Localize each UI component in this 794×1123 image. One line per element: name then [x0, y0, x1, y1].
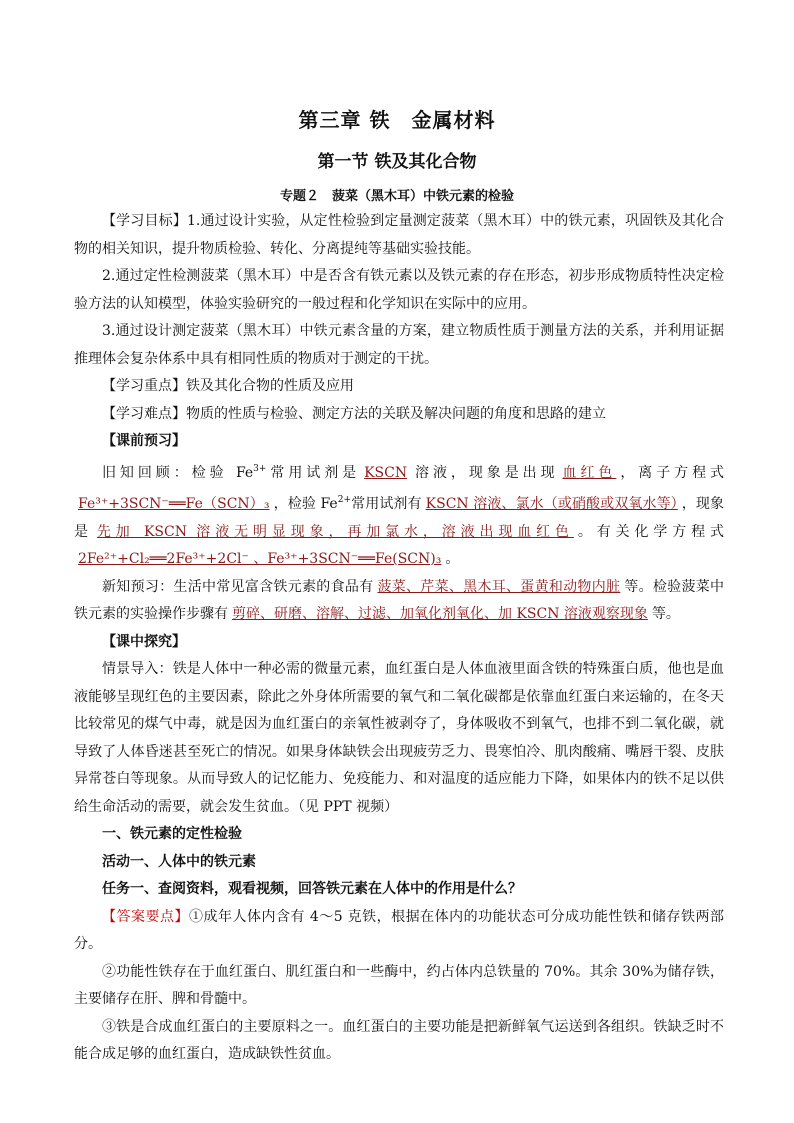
- part-heading: 一、铁元素的定性检验: [102, 826, 242, 842]
- answer-blank: Fe³⁺+3SCN⁻══Fe（SCN）₃: [78, 496, 270, 512]
- answer-blank: 2Fe²⁺+Cl₂══2Fe³⁺+2Cl⁻ 、Fe³⁺+3SCN⁻══Fe(SCN)₃: [78, 551, 442, 567]
- activity-heading: 活动一、人体中的铁元素: [102, 853, 256, 870]
- goals-label: 【学习目标】: [102, 213, 187, 229]
- scenario-intro: 情景导入：铁是人体中一种必需的微量元素，血红蛋白是人体血液里面含铁的特殊蛋白质，他也是血液能够呈现红色的主要因素，除此之外身体所需要的氧气和二氧化碳都是依靠血红蛋白来运输的，在冬天比较常见的煤气中毒，就是因为血红蛋白的亲氧性被剥夺了，身体吸收不到氧气，也排不到二氧化碳，就导致了人体昏迷甚至死亡的情况。如果身体缺铁会出现疲劳乏力、畏寒怕冷、肌肉酸痛、嘴唇干裂、皮肤异常苍白等现象。从而导致人的记忆能力、免疫能力、和对温度的适应能力下降，如果体内的铁不足以供给生命活动的需要，就会发生贫血。（见 PPT 视频）: [74, 661, 724, 815]
- document-body: [74, 208, 724, 1069]
- task-heading: 任务一、查阅资料，观看视频，回答铁元素在人体中的作用是什么？: [102, 881, 522, 897]
- explore-label: 【课中探究】: [102, 633, 186, 650]
- learning-focus: 【学习重点】铁及其化合物的性质及应用: [102, 378, 354, 394]
- goal-2: 2.通过定性检测菠菜（黑木耳）中是否含有铁元素以及铁元素的存在形态，初步形成物质特性决定检验方法的认知模型，体验实验研究的一般过程和化学知识在实际中的应用。: [74, 268, 724, 312]
- answer-blank: 剪碎、研磨、溶解、过滤、加氧化剂氧化、加 KSCN 溶液观察现象: [232, 606, 648, 622]
- topic-title: 专题２ 菠菜（黑木耳）中铁元素的检验: [279, 189, 514, 204]
- answer-point-1: 【答案要点】①成年人体内含有 4～5 克铁，根据在体内的功能状态可分成功能性铁和储存铁两部分。: [74, 908, 725, 952]
- learning-difficulty: 【学习难点】物质的性质与检验、测定方法的关联及解决问题的角度和思路的建立: [102, 405, 606, 422]
- answer-blank: 血红色: [562, 464, 617, 481]
- answer-point-3: ③铁是合成血红蛋白的主要原料之一。血红蛋白的主要功能是把新鲜氧气运送到各组织。铁缺乏时不能合成足够的血红蛋白，造成缺铁性贫血。: [74, 1018, 724, 1062]
- answer-label: 【答案要点】: [102, 908, 189, 925]
- answer-blank: KSCN 溶液、氯水（或硝酸或双氧水等）: [425, 496, 678, 512]
- preview-label: 【课前预习】: [102, 433, 186, 449]
- answer-blank: 菠菜、芹菜、黑木耳、蛋黄和动物内脏: [377, 578, 621, 595]
- old-knowledge-review: 旧知回顾：检验 $Fe^{3+}$常用试剂是 KSCN 溶液，现象是出现 血红色 ，离子方程式Fe³⁺+3SCN⁻══Fe（SCN）₃ ，检验 $Fe^{2+}$常用试剂有 KSCN 溶液、氯水（或硝酸或双氧水等） ，现象是 先加 KSCN 溶液无明显现象，再加氯水，溶液出现血红色 。有关化学方程式2Fe²⁺+Cl₂══2Fe³⁺+2Cl⁻ 、Fe³⁺+3SCN⁻══Fe(SCN)₃ 。: [74, 463, 725, 567]
- goal-1: 【学习目标】1.通过设计实验，从定性检验到定量测定菠菜（黑木耳）中的铁元素，巩固铁及其化合物的相关知识，提升物质检验、转化、分离提纯等基础实验技能。: [74, 213, 725, 257]
- section-title: 第一节 铁及其化合物: [317, 152, 477, 172]
- goal-3: 3.通过设计测定菠菜（黑木耳）中铁元素含量的方案，建立物质性质于测量方法的关系，并利用证据推理体会复杂体系中具有相同性质的物质对于测定的干扰。: [74, 323, 724, 367]
- answer-blank: 先加 KSCN 溶液无明显现象，再加氯水，溶液出现血红色: [96, 523, 574, 540]
- answer-blank: KSCN: [364, 464, 408, 481]
- chapter-title: 第三章 铁 金属材料: [298, 108, 496, 132]
- answer-point-2: ②功能性铁存在于血红蛋白、肌红蛋白和一些酶中，约占体内总铁量的 70%。其余 30%为储存铁，主要储存在肝、脾和骨髓中。: [74, 963, 724, 1007]
- new-knowledge-preview: 新知预习：生活中常见富含铁元素的食品有 菠菜、芹菜、黑木耳、蛋黄和动物内脏 等。检验菠菜中铁元素的实验操作步骤有 剪碎、研磨、溶解、过滤、加氧化剂氧化、加 KSCN 溶液观察现象 等。: [74, 578, 725, 622]
